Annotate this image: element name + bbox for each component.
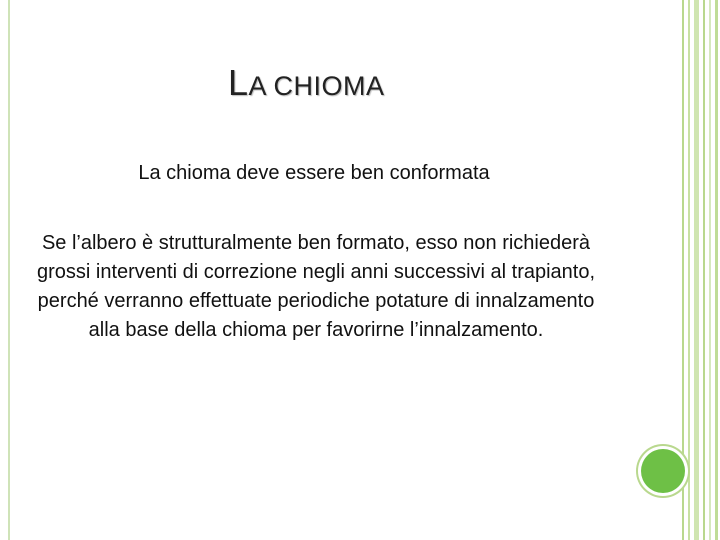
subtitle-text: La chioma deve essere ben conformata	[138, 162, 490, 184]
slide-body-text: Se l’albero è strutturalmente ben formato, esso non richiederà grossi interventi di correzione negli anni successivi al trapianto, perché verranno effettuate periodiche potature di innalzamento alla base della chioma per favorirne l’innalzamento.	[36, 232, 596, 341]
decorative-circle	[641, 449, 685, 493]
decorative-stripe	[694, 0, 699, 540]
title-initial: L	[228, 62, 249, 103]
title-rest: A CHIOMA	[248, 71, 385, 101]
slide-title	[228, 62, 385, 104]
decorative-stripe	[688, 0, 690, 540]
decorative-stripe	[715, 0, 718, 540]
slide-subtitle	[0, 162, 720, 185]
decorative-stripe	[682, 0, 684, 540]
decorative-stripe	[709, 0, 711, 540]
decorative-stripe	[703, 0, 705, 540]
